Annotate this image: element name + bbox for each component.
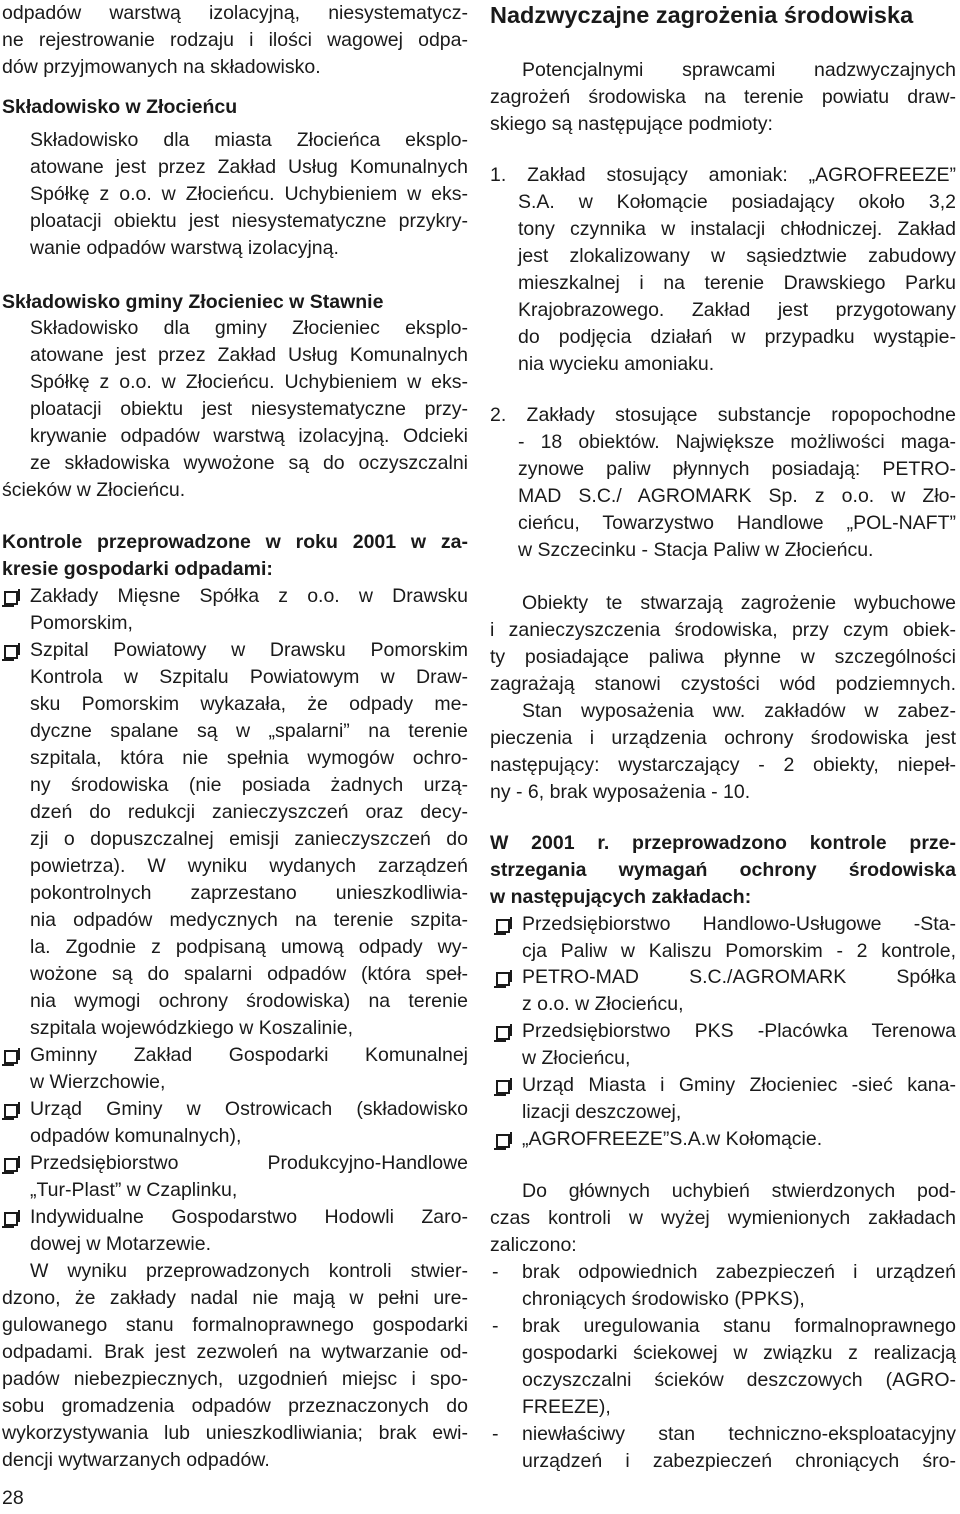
left-column-text-line: sobu gromadzenia odpadów przeznaczonych do: [2, 1395, 468, 1417]
left-column-text-line: ze składowiska wywożone są do oczyszczalni: [30, 452, 468, 474]
right-column-text-line: lizacji deszczowej,: [522, 1101, 682, 1123]
checkbox-bullet-icon: [496, 1026, 510, 1040]
right-column-text-line: Przedsiębiorstwo PKS -Placówka Terenowa: [522, 1020, 956, 1042]
checkbox-bullet-icon: [496, 1080, 510, 1094]
left-column-text-line: wykorzystywania lub unieszkodliwiania; brak ewi-: [2, 1422, 468, 1444]
left-column-text-line: dzono, że zakłady nadal nie mają w pełni ure-: [2, 1287, 468, 1309]
dash-bullet: -: [492, 1315, 499, 1337]
right-column-text-line: nia wycieku amoniaku.: [518, 353, 715, 375]
left-column-text-line: wożone są do spalarni odpadów (która speł-: [30, 963, 468, 985]
right-column-text-line: „AGROFREEZE”S.A.w Kołomącie.: [522, 1128, 823, 1150]
left-column-text-line: Pomorskim,: [30, 612, 133, 634]
left-column-text-line: szpitala wojewódzkiego w Koszalinie,: [30, 1017, 353, 1039]
left-column-text-line: powietrza). W wyniku wydanych zarządzeń: [30, 855, 468, 877]
left-column-text-line: Spółkę z o.o. w Złocieńcu. Uchybieniem w eks-: [30, 371, 468, 393]
checkbox-bullet-icon: [4, 1158, 18, 1172]
right-column-text-line: Do głównych uchybień stwierdzonych pod-: [522, 1180, 956, 1202]
right-column-text-line: MAD S.C./ AGROMARK Sp. z o.o. w Zło-: [518, 485, 956, 507]
right-column-text-line: ny - 6, brak wyposażenia - 10.: [490, 781, 751, 803]
left-column-text-line: W wyniku przeprowadzonych kontroli stwier-: [30, 1260, 468, 1282]
right-column-text-line: gospodarki ściekowej w związku z realizacją: [522, 1342, 956, 1364]
left-column-text-line: ne rejestrowanie rodzaju i ilości wagowej odpa-: [2, 29, 468, 51]
left-column-text-line: Składowisko dla miasta Złocieńca eksplo-: [30, 129, 468, 151]
left-column-text-line: Urząd Gminy w Ostrowicach (składowisko: [30, 1098, 468, 1120]
right-column-text-line: Obiekty te stwarzają zagrożenie wybuchowe: [522, 592, 956, 614]
right-column-text-line: ty posiadające paliwa płynne w szczególności: [490, 646, 956, 668]
right-column-text-line: skiego są następujące podmioty:: [490, 113, 773, 135]
left-column-text-line: odpadów warstwą izolacyjną, niesystematycz-: [2, 2, 468, 24]
checkbox-bullet-icon: [496, 972, 510, 986]
left-column-text-line: Indywidualne Gospodarstwo Hodowli Zaro-: [30, 1206, 468, 1228]
checkbox-bullet-icon: [496, 1134, 510, 1148]
left-column-text-line: zji o dopuszczalnej emisji zanieczyszczeń do: [30, 828, 468, 850]
right-column-text-line: mieszkalnej i na terenie Drawskiego Parku: [518, 272, 956, 294]
right-column-text-line: jest zlokalizowany w sąsiedztwie zabudowy: [518, 245, 956, 267]
left-column-text-line: la. Zgodnie z podpisaną umową odpady wy-: [30, 936, 468, 958]
left-column-text-line: ny środowiska (nie posiada żadnych urzą-: [30, 774, 468, 796]
right-column-text-line: i zanieczyszczenia środowiska, przy czym obiek-: [490, 619, 956, 641]
left-column-text-line: Gminny Zakład Gospodarki Komunalnej: [30, 1044, 468, 1066]
page-number: 28: [2, 1487, 24, 1509]
right-column-text-line: Potencjalnymi sprawcami nadzwyczajnych: [522, 59, 956, 81]
right-column-text-line: Krajobrazowego. Zakład jest przygotowany: [518, 299, 956, 321]
checkbox-bullet-icon: [496, 919, 510, 933]
left-column-text-line: „Tur-Plast” w Czaplinku,: [30, 1179, 238, 1201]
left-column-text-line: ploatacji obiektu jest niesystematyczne przykry-: [30, 210, 468, 232]
left-column-text-line: padów niebezpiecznych, uzgodnień miejsc i spo-: [2, 1368, 468, 1390]
dash-bullet: -: [492, 1423, 499, 1445]
right-column-text-line: Przedsiębiorstwo Handlowo-Usługowe -Sta-: [522, 913, 956, 935]
right-column-text-line: tony czynnika w instalacji chłodniczej. Zakład: [518, 218, 956, 240]
right-column-text-line: z o.o. w Złocieńcu,: [522, 993, 684, 1015]
left-column-text-line: Przedsiębiorstwo Produkcyjno-Handlowe: [30, 1152, 468, 1174]
right-column-text-line: w Złocieńcu,: [522, 1047, 631, 1069]
left-column-text-line: atowane jest przez Zakład Usług Komunalnych: [30, 156, 468, 178]
right-column-text-line: zagrażają stanowi czystości wód podziemnych.: [490, 673, 956, 695]
left-column-text-line: sku Pomorskim wykazała, że odpady me-: [30, 693, 468, 715]
left-column-text-line: gulowanego stanu formalnoprawnego gospodarki: [2, 1314, 468, 1336]
left-column-text-line: dzeń do redukcji zanieczyszczeń oraz decy-: [30, 801, 468, 823]
right-column-text-line: urządzeń i zabezpieczeń chroniących śro-: [522, 1450, 956, 1472]
left-column-text-line: dencji wytwarzanych odpadów.: [2, 1449, 270, 1471]
checkbox-bullet-icon: [4, 591, 18, 605]
right-column-text-line: brak uregulowania stanu formalnoprawnego: [522, 1315, 956, 1337]
left-column-text-line: ścieków w Złocieńcu.: [2, 479, 186, 501]
left-column-text-line: nia odpadów medycznych na terenie szpita-: [30, 909, 468, 931]
left-column-text-line: dyczne spalane są w „spalarni” na terenie: [30, 720, 468, 742]
left-column-text-line: szpitala, która nie spełnia wymogów ochro-: [30, 747, 468, 769]
checkbox-bullet-icon: [4, 1050, 18, 1064]
right-column-text-line: chroniących środowisko (PPKS),: [522, 1288, 805, 1310]
left-column-text-line: kresie gospodarki odpadami:: [2, 558, 273, 580]
right-column-text-line: FREEZE),: [522, 1396, 611, 1418]
checkbox-bullet-icon: [4, 645, 18, 659]
dash-bullet: -: [492, 1261, 499, 1283]
right-column-text-line: w Szczecinku - Stacja Paliw w Złocieńcu.: [518, 539, 874, 561]
right-column-text-line: Nadzwyczajne zagrożenia środowiska: [490, 2, 914, 28]
left-column-text-line: dów przyjmowanych na składowisko.: [2, 56, 321, 78]
left-column-text-line: odpadów komunalnych),: [30, 1125, 242, 1147]
left-column-text-line: Kontrole przeprowadzone w roku 2001 w za-: [2, 531, 468, 553]
left-column-text-line: ploatacji obiektu jest niesystematyczne przy-: [30, 398, 468, 420]
right-column-text-line: zaliczono:: [490, 1234, 577, 1256]
right-column-text-line: cieńcu, Towarzystwo Handlowe „POL-NAFT”: [518, 512, 956, 534]
right-column-text-line: S.A. w Kołomącie posiadający około 3,2: [518, 191, 956, 213]
right-column-text-line: Stan wyposażenia ww. zakładów w zabez-: [522, 700, 956, 722]
left-column-text-line: w Wierzchowie,: [30, 1071, 166, 1093]
right-column-text-line: zynowe paliw płynnych posiadają: PETRO-: [518, 458, 956, 480]
left-column-text-line: wanie odpadów warstwą izolacyjną.: [30, 237, 339, 259]
left-column-text-line: Składowisko w Złocieńcu: [2, 96, 238, 118]
right-column-text-line: oczyszczalni ścieków deszczowych (AGRO-: [522, 1369, 956, 1391]
checkbox-bullet-icon: [4, 1104, 18, 1118]
left-column-text-line: Kontrola w Szpitalu Powiatowym w Draw-: [30, 666, 468, 688]
left-column-text-line: Składowisko gminy Złocieniec w Stawnie: [2, 291, 384, 313]
left-column-text-line: Składowisko dla gminy Złocieniec eksplo-: [30, 317, 468, 339]
right-column-text-line: Urząd Miasta i Gminy Złocieniec -sieć kana-: [522, 1074, 956, 1096]
left-column-text-line: Spółkę z o.o. w Złocieńcu. Uchybieniem w eks-: [30, 183, 468, 205]
right-column-text-line: zagrożeń środowiska na terenie powiatu draw-: [490, 86, 956, 108]
left-column-text-line: Szpital Powiatowy w Drawsku Pomorskim: [30, 639, 468, 661]
right-column-text-line: - 18 obiektów. Największe możliwości maga-: [518, 431, 956, 453]
right-column-text-line: W 2001 r. przeprowadzono kontrole prze-: [490, 832, 956, 854]
left-column-text-line: krywanie odpadów warstwą izolacyjną. Odcieki: [30, 425, 468, 447]
right-column-text-line: PETRO-MAD S.C./AGROMARK Spółka: [522, 966, 956, 988]
left-column-text-line: nia wymogi ochrony środowiska) na terenie: [30, 990, 468, 1012]
right-column-text-line: następujący: wystarczający - 2 obiekty, niepeł-: [490, 754, 956, 776]
right-column-text-line: do podjęcia działań w przypadku wystąpie-: [518, 326, 956, 348]
right-column-text-line: pieczenia i urządzenia ochrony środowiska jest: [490, 727, 956, 749]
left-column-text-line: atowane jest przez Zakład Usług Komunalnych: [30, 344, 468, 366]
right-column-text-line: 2. Zakłady stosujące substancje ropopochodne: [490, 404, 956, 426]
right-column-text-line: strzegania wymagań ochrony środowiska: [490, 859, 956, 881]
left-column-text-line: dowej w Motarzewie.: [30, 1233, 211, 1255]
right-column-text-line: czas kontroli w wyżej wymienionych zakładach: [490, 1207, 956, 1229]
right-column-text-line: brak odpowiednich zabezpieczeń i urządzeń: [522, 1261, 956, 1283]
right-column-text-line: 1. Zakład stosujący amoniak: „AGROFREEZE”: [490, 164, 956, 186]
left-column-text-line: Zakłady Mięsne Spółka z o.o. w Drawsku: [30, 585, 468, 607]
right-column-text-line: w następujących zakładach:: [490, 886, 752, 908]
right-column-text-line: niewłaściwy stan techniczno-eksploatacyjny: [522, 1423, 956, 1445]
right-column-text-line: cja Paliw w Kaliszu Pomorskim - 2 kontrole,: [522, 940, 956, 962]
left-column-text-line: odpadami. Brak jest zezwoleń na wytwarzanie od-: [2, 1341, 468, 1363]
left-column-text-line: pokontrolnych zaprzestano unieszkodliwia-: [30, 882, 468, 904]
checkbox-bullet-icon: [4, 1212, 18, 1226]
